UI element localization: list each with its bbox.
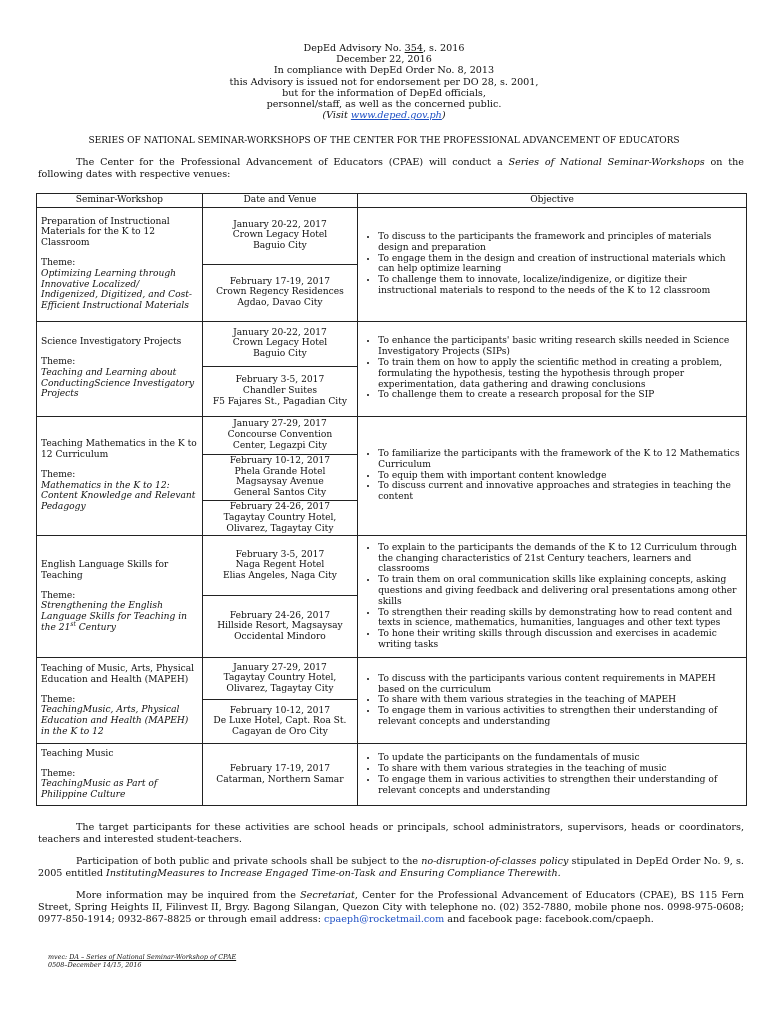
theme-text-end: Century (75, 622, 116, 633)
advisory-visit (0, 110, 768, 121)
event-date: January 27-29, 2017 (233, 662, 327, 673)
date-venue-cell (202, 536, 357, 596)
date-venue-cell (202, 596, 357, 658)
objective-list (362, 232, 742, 297)
visit-prefix: (Visit (322, 110, 351, 122)
header-seminar-workshop: Seminar-Workshop (37, 194, 203, 208)
table-header-row (37, 194, 747, 208)
event-date: February 10-12, 2017 (229, 455, 331, 466)
seminar-theme (41, 368, 198, 400)
visit-suffix: ) (441, 110, 446, 122)
event-date: February 10-12, 2017 (229, 705, 331, 716)
event-venue: Magsaysay Avenue (236, 477, 324, 488)
objective-item: • To discuss current and innovative approaches and strategies in teaching the content (378, 481, 742, 503)
theme-label: Theme: (41, 258, 76, 268)
objective-list (362, 449, 742, 503)
schedule-table (36, 193, 747, 806)
event-date: February 17-19, 2017 (229, 764, 331, 775)
event-venue: Baguio City (253, 241, 307, 252)
event-venue: Catarman, Northern Samar (216, 774, 344, 785)
footer-date: 0508–December 14/15, 2016 (48, 961, 142, 969)
contact-details: , Center for the Professional Advancement of Educators (CPAE), BS 115 Fern Street, Spring Heights II, Filinvest II, Brgy. Bagong Silangan, Quezon City with telephone no. (02) 352-7880, mobile phone nos. 0998-975-0608; 0977-850-1914; 0932-867-8825 or through email address: (38, 890, 744, 925)
event-venue: Concourse Convention (227, 429, 333, 440)
email-link[interactable]: cpaeph@rocketmail.com (324, 914, 445, 925)
event-venue: Naga Regent Hotel (235, 560, 325, 571)
event-venue: Olivarez, Tagaytay City (226, 684, 334, 695)
date-venue-cell (202, 744, 357, 806)
objective-cell (358, 744, 747, 806)
event-date: February 17-19, 2017 (229, 276, 331, 287)
objective-item: • To familiarize the participants with the framework of the K to 12 Mathematics Curriculum (378, 449, 742, 471)
footer-reference (48, 953, 236, 961)
theme-text: Mathematics in the K to 12: Content Knowledge and Relevant Pedagogy (41, 480, 196, 513)
event-venue: Elias Angeles, Naga City (222, 571, 337, 582)
event-venue: Chandler Suites (242, 385, 317, 396)
seminar-theme (41, 705, 198, 737)
order-title: InstitutingMeasures to Increase Engaged Time-on-Task and Ensuring Compliance Therewith. (106, 868, 561, 879)
date-venue-cell (202, 366, 357, 416)
seminar-cell (37, 744, 203, 806)
advisory-information: but for the information of DepEd officials, (282, 87, 486, 99)
objective-item: • To update the participants on the fundamentals of music (378, 753, 742, 764)
table-row (37, 207, 747, 264)
theme-label: Theme: (41, 357, 76, 368)
seminar-cell (37, 321, 203, 416)
table-row (37, 658, 747, 700)
date-venue-cell (202, 700, 357, 744)
theme-text: Teaching and Learning about ConductingScience Investigatory Projects (41, 367, 195, 400)
table-row (37, 321, 747, 366)
advisory-number: 354 (404, 43, 423, 54)
event-venue: Crown Regency Residences (216, 287, 344, 298)
document-footer (48, 953, 236, 969)
footer-file-title: DA – Series of National Seminar-Workshop of CPAE (69, 953, 237, 961)
advisory-compliance: In compliance with DepEd Order No. 8, 2013 (273, 65, 495, 77)
objective-list (362, 674, 742, 728)
event-venue: Agdao, Davao City (237, 298, 323, 309)
event-venue: Tagaytay Country Hotel, (223, 512, 337, 523)
event-venue: Crown Legacy Hotel (232, 338, 328, 349)
series-title: SERIES OF NATIONAL SEMINAR-WORKSHOPS OF THE CENTER FOR THE PROFESSIONAL ADVANCEMENT OF EDUCATORS (88, 136, 680, 146)
date-venue-cell (202, 658, 357, 700)
secretariat-label: Secretariat (300, 890, 355, 901)
event-venue: De Luxe Hotel, Capt. Roa St. (213, 716, 347, 727)
advisory-endorsement: this Advisory is issued not for endorsement per DO 28, s. 2001, (229, 76, 539, 88)
objective-item: • To equip them with important content knowledge (378, 471, 742, 482)
objective-item: • To strengthen their reading skills by demonstrating how to read content and texts in science, mathematics, humanities, languages and other text types (378, 608, 742, 630)
objective-item: • To discuss to the participants the framework and principles of materials design and preparation (378, 232, 742, 254)
event-venue: Tagaytay Country Hotel, (223, 673, 337, 684)
objective-item: • To engage them in the design and creation of instructional materials which can help optimize learning (378, 254, 742, 276)
objective-cell (358, 416, 747, 536)
date-venue-cell (202, 500, 357, 535)
participants-paragraph: The target participants for these activities are school heads or principals, school administrators, supervisors, heads or coordinators, teachers and interested student-teachers. (38, 822, 744, 845)
objective-cell (358, 207, 747, 321)
event-date: January 20-22, 2017 (233, 219, 327, 230)
objective-item: • To share with them various strategies in the teaching of MAPEH (378, 695, 742, 706)
seminar-title: English Language Skills for Teaching (41, 559, 169, 581)
seminar-theme (41, 481, 198, 513)
objective-item: • To enhance the participants' basic writing research skills needed in Science Investigatory Projects (SIPs) (378, 336, 742, 358)
theme-text: Strengthening the English Language Skills for Teaching in the 21 (41, 601, 187, 633)
event-date: February 3-5, 2017 (235, 549, 325, 560)
seminar-cell (37, 207, 203, 321)
event-date: February 24-26, 2017 (229, 610, 331, 621)
table-row (37, 416, 747, 454)
event-venue: Baguio City (253, 349, 307, 360)
objective-item: • To discuss with the participants various content requirements in MAPEH based on the curriculum (378, 674, 742, 696)
contact-paragraph (38, 890, 744, 926)
seminar-title: Preparation of Instructional Materials for the K to 12 Classroom (41, 216, 170, 249)
footer-initials: mvec: (48, 953, 70, 961)
closing-paragraphs (38, 822, 744, 926)
participation-text: Participation of both public and private schools shall be subject to the (76, 856, 422, 867)
seminar-theme (41, 601, 198, 633)
objective-item: • To share with them various strategies in the teaching of music (378, 764, 742, 775)
event-venue: Olivarez, Tagaytay City (226, 523, 334, 534)
seminar-cell (37, 658, 203, 744)
objective-list (362, 753, 742, 796)
table-row (37, 536, 747, 596)
advisory-header (0, 43, 768, 121)
seminar-title: Science Investigatory Projects (41, 337, 182, 348)
theme-text: TeachingMusic as Part of Philippine Culture (41, 779, 158, 801)
date-venue-cell (202, 264, 357, 321)
header-objective: Objective (358, 194, 747, 208)
theme-label: Theme: (41, 694, 76, 705)
objective-item: • To explain to the participants the demands of the K to 12 Curriculum through the changing characteristics of 21st Century teachers, learners and classrooms (378, 543, 742, 575)
seminar-title: Teaching Music (41, 748, 114, 759)
objective-cell (358, 658, 747, 744)
date-venue-cell (202, 416, 357, 454)
objective-item: • To challenge them to innovate, localize/indigenize, or digitize their instructional materials to respond to the needs of the K to 12 classroom (378, 275, 742, 297)
seminar-title: Teaching of Music, Arts, Physical Education and Health (MAPEH) (41, 663, 195, 685)
intro-series-name: Series of National Seminar-Workshops (508, 157, 705, 168)
event-venue: Phela Grande Hotel (234, 466, 326, 477)
participation-paragraph (38, 856, 744, 880)
objective-list (362, 336, 742, 401)
intro-text: The Center for the Professional Advancement of Educators (CPAE) will conduct a (76, 157, 509, 168)
advisory-prefix: DepEd Advisory No. (303, 43, 405, 54)
event-date: February 24-26, 2017 (229, 501, 331, 512)
header-date-and-venue: Date and Venue (202, 194, 357, 208)
event-date: January 27-29, 2017 (233, 419, 327, 430)
date-venue-cell (202, 321, 357, 366)
intro-text-end: on the following dates with respective venues: (38, 157, 744, 180)
objective-item: • To train them on how to apply the scientific method in creating a problem, formulating the hypothesis, testing the hypothesis through proper experimentation, data gathering and drawing conclusions (378, 358, 742, 390)
event-date: February 3-5, 2017 (235, 375, 325, 386)
seminar-cell (37, 536, 203, 658)
objective-item: • To engage them in various activities to strengthen their understanding of relevant concepts and understanding (378, 775, 742, 797)
event-venue: F5 Fajares St., Pagadian City (212, 396, 347, 407)
event-venue: Hillside Resort, Magsaysay (217, 621, 343, 632)
event-venue: Cagayan de Oro City (232, 727, 328, 738)
seminar-cell (37, 416, 203, 536)
theme-label: Theme: (41, 469, 76, 480)
theme-superscript: st (70, 620, 76, 628)
objective-item: • To challenge them to create a research proposal for the SIP (378, 390, 742, 401)
event-venue: Center, Legazpi City (232, 440, 327, 451)
event-venue: Crown Legacy Hotel (232, 230, 328, 241)
contact-text: More information may be inquired from the (76, 890, 301, 901)
theme-label: Theme: (41, 590, 76, 601)
advisory-public: personnel/staff, as well as the concerned public. (266, 99, 502, 111)
theme-text: TeachingMusic, Arts, Physical Education and Health (MAPEH) in the K to 12 (41, 705, 189, 737)
date-venue-cell (202, 207, 357, 264)
advisory-number-line (0, 43, 768, 54)
deped-website-link[interactable]: www.deped.gov.ph (350, 110, 442, 122)
seminar-title: Teaching Mathematics in the K to 12 Curriculum (41, 439, 197, 460)
intro-paragraph (38, 157, 744, 181)
policy-name: no-disruption-of-classes policy (421, 856, 569, 867)
table-row (37, 744, 747, 806)
advisory-date: December 22, 2016 (336, 54, 432, 66)
advisory-suffix: , s. 2016 (422, 43, 465, 54)
seminar-theme (41, 779, 198, 801)
objective-item: • To train them on oral communication skills like explaining concepts, asking questions and giving feedback and delivering oral presentations among other skills (378, 575, 742, 607)
objective-item: • To engage them in various activities to strengthen their understanding of relevant concepts and understanding (378, 706, 742, 728)
event-venue: General Santos City (233, 488, 327, 499)
event-date: January 20-22, 2017 (233, 327, 327, 338)
participation-text-mid: stipulated in DepEd Order No. 9, s. 2005 entitled (38, 856, 744, 879)
objective-cell (358, 536, 747, 658)
theme-label: Theme: (41, 768, 76, 779)
objective-cell (358, 321, 747, 416)
facebook-text: and facebook page: facebook.com/cpaeph. (444, 914, 654, 925)
objective-list (362, 543, 742, 651)
date-venue-cell (202, 454, 357, 500)
event-venue: Occidental Mindoro (234, 632, 326, 643)
seminar-theme (41, 269, 198, 312)
objective-item: • To hone their writing skills through discussion and exercises in academic writing tasks (378, 629, 742, 651)
theme-text: Optimizing Learning through Innovative Localized/ Indigenized, Digitized, and Cost-Efficient Instructional Materials (41, 268, 193, 312)
